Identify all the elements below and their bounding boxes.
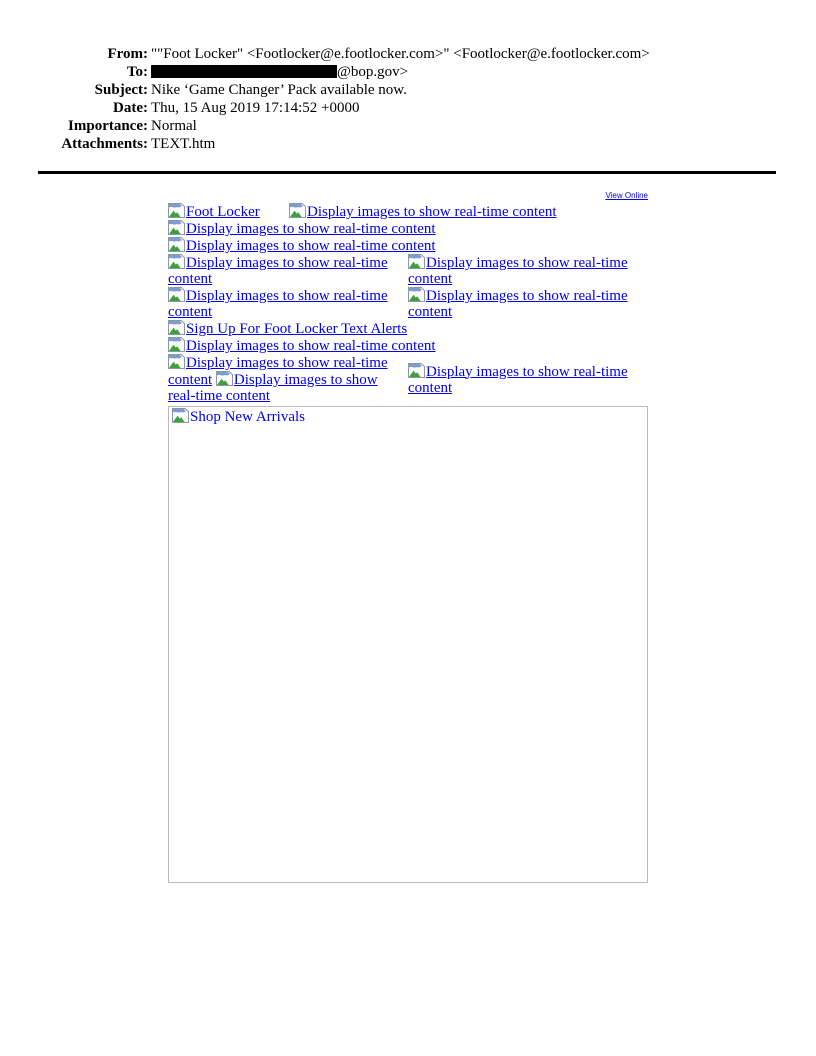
broken-image-icon [289, 203, 306, 218]
body-row-banner [168, 237, 648, 254]
blocked-image-link[interactable] [408, 363, 648, 396]
right-cell [408, 287, 648, 320]
blocked-image-link[interactable] [168, 221, 436, 237]
header-row-date [33, 99, 793, 117]
to-value [151, 63, 793, 81]
logo-cell [168, 203, 289, 220]
blocked-image-link[interactable] [168, 288, 388, 320]
broken-image-icon [168, 254, 185, 269]
broken-image-icon [168, 320, 185, 335]
body-row-two-col [168, 254, 648, 287]
body-row-mid [168, 354, 648, 404]
attachments-label: Attachments: [61, 136, 148, 152]
broken-image-icon [168, 287, 185, 302]
broken-image-icon [168, 337, 185, 352]
body-row-logo [168, 203, 648, 220]
email-body [168, 203, 648, 883]
from-value: ""Foot Locker" <Footlocker@e.footlocker.com>" <Footlocker@e.footlocker.com> [151, 46, 650, 62]
subject-value: Nike ‘Game Changer’ Pack available now. [151, 82, 407, 98]
broken-image-icon [408, 363, 425, 378]
footlocker-logo-link[interactable] [168, 204, 260, 220]
blocked-image-alt-text: Display images to show real-time content [408, 255, 628, 287]
blocked-image-alt-text: Display images to show real-time content [168, 255, 388, 287]
view-online-row [168, 191, 648, 201]
broken-image-icon [172, 408, 189, 423]
footlocker-alt-text: Foot Locker [186, 204, 260, 220]
blocked-image-alt-text: Display images to show real-time content [408, 363, 628, 396]
to-domain: @bop.gov> [337, 64, 409, 80]
redacted-recipient [151, 65, 337, 78]
left-cell [168, 287, 408, 320]
broken-image-icon [168, 203, 185, 218]
left-cell [168, 354, 408, 404]
signup-alt-text: Sign Up For Foot Locker Text Alerts [186, 321, 408, 337]
blocked-image-alt-text: Display images to show real-time content [186, 238, 436, 254]
broken-image-icon [168, 220, 185, 235]
body-row-two-col [168, 287, 648, 320]
body-row-banner [168, 220, 648, 237]
right-cell [408, 354, 648, 404]
email-header [33, 45, 793, 153]
from-label: From: [107, 46, 148, 62]
shop-new-arrivals-link[interactable] [172, 409, 305, 425]
to-label: To: [126, 64, 148, 80]
header-row-importance [33, 117, 793, 135]
blocked-image-link[interactable] [168, 255, 388, 287]
blocked-image-alt-text: Display images to show real-time content [168, 355, 388, 388]
broken-image-icon [168, 237, 185, 252]
blocked-image-link[interactable] [408, 288, 628, 320]
header-row-attachments [33, 135, 793, 153]
date-label: Date: [113, 100, 148, 116]
left-cell [168, 254, 408, 287]
right-cell [408, 254, 648, 287]
blocked-image-alt-text: Display images to show real-time content [408, 288, 628, 320]
header-row-subject [33, 81, 793, 99]
text-alerts-signup-link[interactable] [168, 321, 407, 337]
view-online-link[interactable]: View Online [605, 191, 648, 200]
blocked-image-link[interactable] [168, 338, 436, 354]
blocked-image-alt-text: Display images to show real-time content [186, 338, 436, 354]
header-row-from [33, 45, 793, 63]
body-row-banner [168, 337, 648, 354]
blocked-image-alt-text: Display images to show real-time content [186, 221, 436, 237]
blocked-image-alt-text: Display images to show real-time content [168, 372, 378, 404]
blocked-image-alt-text: Display images to show real-time content [307, 204, 557, 220]
subject-label: Subject: [94, 82, 148, 98]
shop-new-arrivals-box [168, 406, 648, 883]
broken-image-icon [168, 354, 185, 369]
broken-image-icon [408, 254, 425, 269]
header-row-to [33, 63, 793, 81]
importance-label: Importance: [68, 118, 148, 134]
blocked-image-link[interactable] [289, 203, 557, 220]
shop-alt-text: Shop New Arrivals [190, 409, 305, 425]
broken-image-icon [408, 287, 425, 302]
blocked-image-link[interactable] [168, 238, 436, 254]
header-divider [38, 171, 776, 174]
date-value: Thu, 15 Aug 2019 17:14:52 +0000 [151, 100, 360, 116]
attachments-value[interactable]: TEXT.htm [151, 136, 216, 152]
importance-value: Normal [151, 118, 197, 134]
broken-image-icon [216, 371, 233, 386]
blocked-image-link[interactable] [408, 255, 628, 287]
blocked-image-alt-text: Display images to show real-time content [168, 288, 388, 320]
body-row-signup [168, 320, 648, 337]
